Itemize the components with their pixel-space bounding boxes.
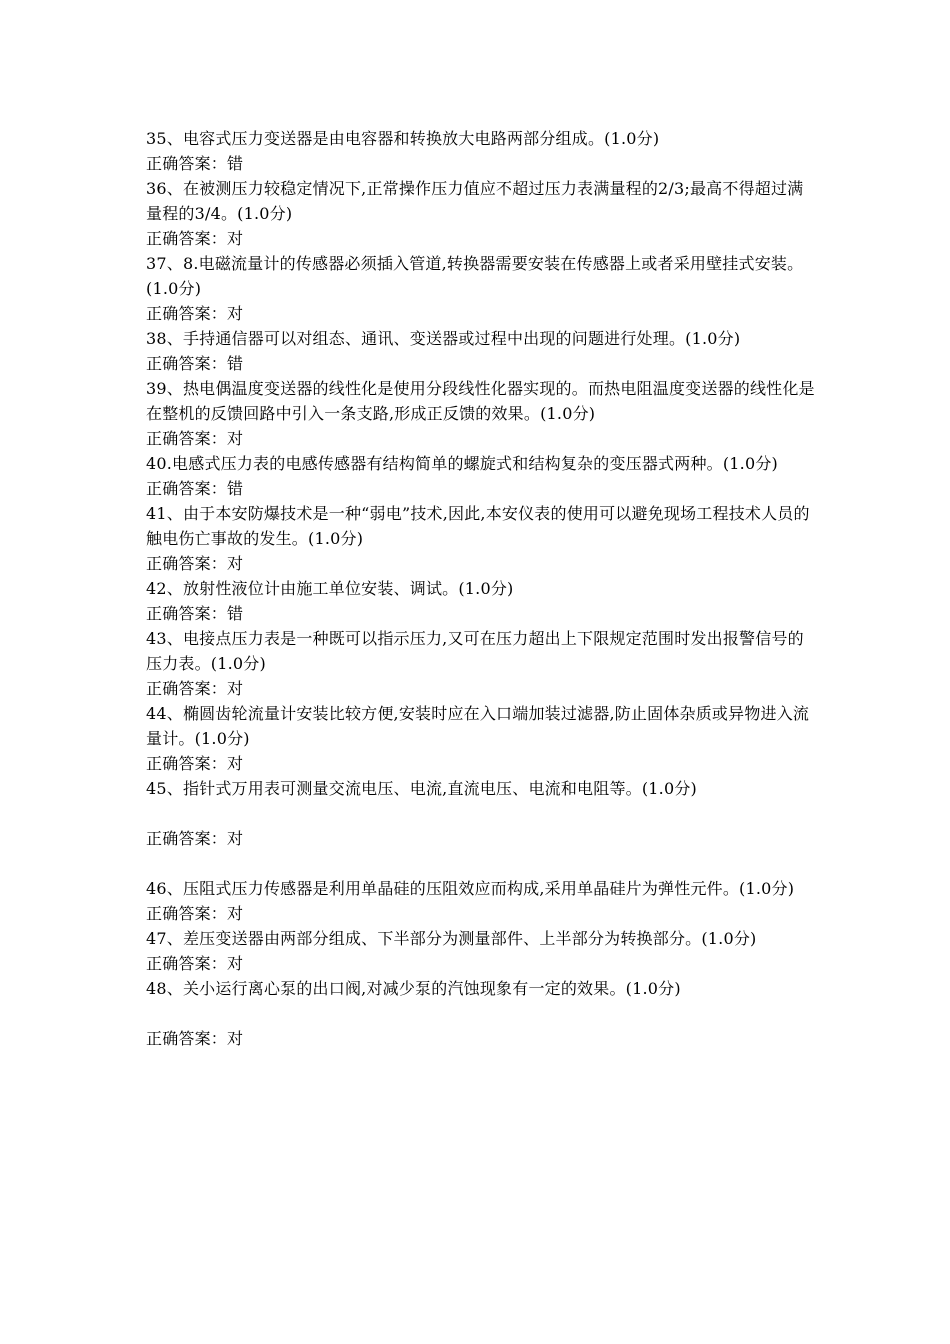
question-text: 35、电容式压力变送器是由电容器和转换放大电路两部分组成。(1.0分) <box>146 129 660 148</box>
answer-line <box>146 1026 816 1051</box>
answer-prefix: 正确答案： <box>146 1029 228 1048</box>
answer-value: 对 <box>227 304 244 323</box>
question-text: 46、压阻式压力传感器是利用单晶硅的压阻效应而构成,采用单晶硅片为弹性元件。(1.0分) <box>146 879 795 898</box>
answer-line <box>146 301 816 326</box>
question-text: 42、放射性液位计由施工单位安装、调试。(1.0分) <box>146 579 514 598</box>
answer-prefix: 正确答案： <box>146 904 228 923</box>
answer-prefix: 正确答案： <box>146 229 228 248</box>
answer-line <box>146 551 816 576</box>
answer-prefix: 正确答案： <box>146 429 228 448</box>
answer-value: 对 <box>227 1029 244 1048</box>
question-text: 40.电感式压力表的电感传感器有结构简单的螺旋式和结构复杂的变压器式两种。(1.0分) <box>146 454 778 473</box>
question-text: 48、关小运行离心泵的出口阀,对减少泵的汽蚀现象有一定的效果。(1.0分) <box>146 979 681 998</box>
answer-prefix: 正确答案： <box>146 304 228 323</box>
answer-prefix: 正确答案： <box>146 829 228 848</box>
answer-prefix: 正确答案： <box>146 954 228 973</box>
answer-line <box>146 351 816 376</box>
question-text: 43、电接点压力表是一种既可以指示压力,又可在压力超出上下限规定范围时发出报警信号的压力表。(1.0分) <box>146 629 804 673</box>
answer-value: 对 <box>227 229 244 248</box>
question-item <box>146 976 816 1051</box>
question-item <box>146 376 816 451</box>
question-item <box>146 176 816 251</box>
answer-line <box>146 901 816 926</box>
answer-prefix: 正确答案： <box>146 554 228 573</box>
answer-value: 错 <box>227 479 244 498</box>
question-text: 41、由于本安防爆技术是一种“弱电”技术,因此,本安仪表的使用可以避免现场工程技术人员的触电伤亡事故的发生。(1.0分) <box>146 504 810 548</box>
question-item <box>146 776 816 851</box>
answer-line <box>146 426 816 451</box>
answer-value: 错 <box>227 354 244 373</box>
answer-value: 对 <box>227 904 244 923</box>
answer-value: 错 <box>227 154 244 173</box>
answer-prefix: 正确答案： <box>146 354 228 373</box>
answer-line <box>146 476 816 501</box>
answer-value: 错 <box>227 604 244 623</box>
answer-line <box>146 951 816 976</box>
answer-line <box>146 826 816 851</box>
answer-line <box>146 151 816 176</box>
question-text: 47、差压变送器由两部分组成、下半部分为测量部件、上半部分为转换部分。(1.0分) <box>146 929 757 948</box>
answer-value: 对 <box>227 754 244 773</box>
question-text: 44、椭圆齿轮流量计安装比较方便,安装时应在入口端加装过滤器,防止固体杂质或异物进入流量计。(1.0分) <box>146 704 810 748</box>
question-text: 39、热电偶温度变送器的线性化是使用分段线性化器实现的。而热电阻温度变送器的线性化是在整机的反馈回路中引入一条支路,形成正反馈的效果。(1.0分) <box>146 379 815 423</box>
question-item <box>146 326 816 376</box>
question-item <box>146 876 816 926</box>
question-item <box>146 926 816 976</box>
answer-value: 对 <box>227 679 244 698</box>
answer-prefix: 正确答案： <box>146 154 228 173</box>
answer-value: 对 <box>227 829 244 848</box>
answer-line <box>146 676 816 701</box>
question-list <box>146 126 816 1076</box>
question-item <box>146 451 816 501</box>
answer-value: 对 <box>227 554 244 573</box>
answer-prefix: 正确答案： <box>146 754 228 773</box>
answer-line <box>146 601 816 626</box>
question-item <box>146 701 816 776</box>
answer-prefix: 正确答案： <box>146 679 228 698</box>
question-item <box>146 501 816 576</box>
question-text: 36、在被测压力较稳定情况下,正常操作压力值应不超过压力表满量程的2/3;最高不得超过满量程的3/4。(1.0分) <box>146 179 804 223</box>
question-text: 37、8.电磁流量计的传感器必须插入管道,转换器需要安装在传感器上或者采用壁挂式安装。(1.0分) <box>146 254 804 298</box>
answer-value: 对 <box>227 954 244 973</box>
question-text: 38、手持通信器可以对组态、通讯、变送器或过程中出现的问题进行处理。(1.0分) <box>146 329 741 348</box>
answer-line <box>146 226 816 251</box>
answer-prefix: 正确答案： <box>146 604 228 623</box>
answer-prefix: 正确答案： <box>146 479 228 498</box>
question-item <box>146 626 816 701</box>
question-item <box>146 251 816 326</box>
question-text: 45、指针式万用表可测量交流电压、电流,直流电压、电流和电阻等。(1.0分) <box>146 779 697 798</box>
question-item <box>146 126 816 176</box>
answer-value: 对 <box>227 429 244 448</box>
question-item <box>146 576 816 626</box>
answer-line <box>146 751 816 776</box>
